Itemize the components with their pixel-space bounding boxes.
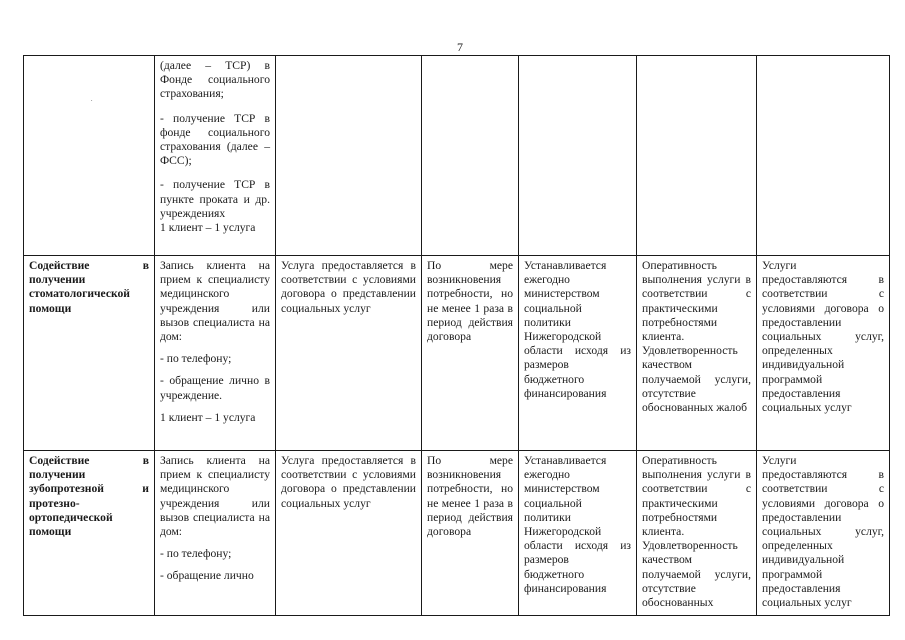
method-cell xyxy=(155,56,276,256)
method-line: - по телефону; xyxy=(160,352,232,366)
service-name-cell xyxy=(24,56,155,256)
table-row xyxy=(24,56,890,256)
terms-cell xyxy=(422,56,519,256)
method-line: Запись клиента на прием к специалисту медицинского учреждения или вызов специалиста на дом: xyxy=(160,259,270,344)
method-line: - получение ТСР в пункте проката и др. учреждениях xyxy=(160,178,270,220)
method-line: - обращение лично xyxy=(160,569,254,583)
scan-speck: . xyxy=(91,97,93,103)
evaluation-cell: Услуги предоставляются в соответствии с условиями договора о предоставлении социальных услуг, определенных индивидуальной программой предоставления социальных услуг xyxy=(757,256,890,451)
method-cell xyxy=(155,451,276,616)
method-line: (далее – ТСР) в Фонде социального страхования; xyxy=(160,59,270,101)
services-table xyxy=(23,55,890,616)
method-cell xyxy=(155,256,276,451)
table-row xyxy=(24,451,890,616)
method-line: 1 клиент – 1 услуга xyxy=(160,221,256,235)
method-line: - получение ТСР в фонде социального страхования (далее – ФСС); xyxy=(160,111,270,168)
evaluation-cell: Услуги предоставляются в соответствии с условиями договора о предоставлении социальных услуг, определенных индивидуальной программой предоставления социальных услуг xyxy=(757,451,890,616)
table-row xyxy=(24,256,890,451)
conditions-cell xyxy=(276,56,422,256)
conditions-cell: Услуга предоставляется в соответствии с условиями договора о представлении социальных услуг xyxy=(276,451,422,616)
method-line: - по телефону; xyxy=(160,547,232,561)
quality-cell: Оперативность выполнения услуги в соответствии с практическими потребностями клиента. Удовлетворенность качеством получаемой услуги, отсутствие обоснованных xyxy=(637,451,757,616)
quality-cell xyxy=(637,56,757,256)
method-line: Запись клиента на прием к специалисту медицинского учреждения или вызов специалиста на дом: xyxy=(160,454,270,539)
volume-cell: Устанавливается ежегодно министерством социальной политики Нижегородской области исходя из размеров бюджетного финансирования xyxy=(519,256,637,451)
volume-cell xyxy=(519,56,637,256)
method-line: - обращение лично в учреждение. xyxy=(160,374,270,402)
evaluation-cell xyxy=(757,56,890,256)
service-name-cell: Содействие в получении стоматологической помощи xyxy=(24,256,155,451)
quality-cell: Оперативность выполнения услуги в соответствии с практическими потребностями клиента. Удовлетворенность качеством получаемой услуги, отсутствие обоснованных жалоб xyxy=(637,256,757,451)
service-name-cell: Содействие в получении зубопротезной и протезно-ортопедической помощи xyxy=(24,451,155,616)
volume-cell: Устанавливается ежегодно министерством социальной политики Нижегородской области исходя из размеров бюджетного финансирования xyxy=(519,451,637,616)
terms-cell: По мере возникновения потребности, но не менее 1 раза в период действия договора xyxy=(422,451,519,616)
conditions-cell: Услуга предоставляется в соответствии с условиями договора о представлении социальных услуг xyxy=(276,256,422,451)
page-number: 7 xyxy=(457,40,463,54)
terms-cell: По мере возникновения потребности, но не менее 1 раза в период действия договора xyxy=(422,256,519,451)
method-line: 1 клиент – 1 услуга xyxy=(160,410,256,424)
